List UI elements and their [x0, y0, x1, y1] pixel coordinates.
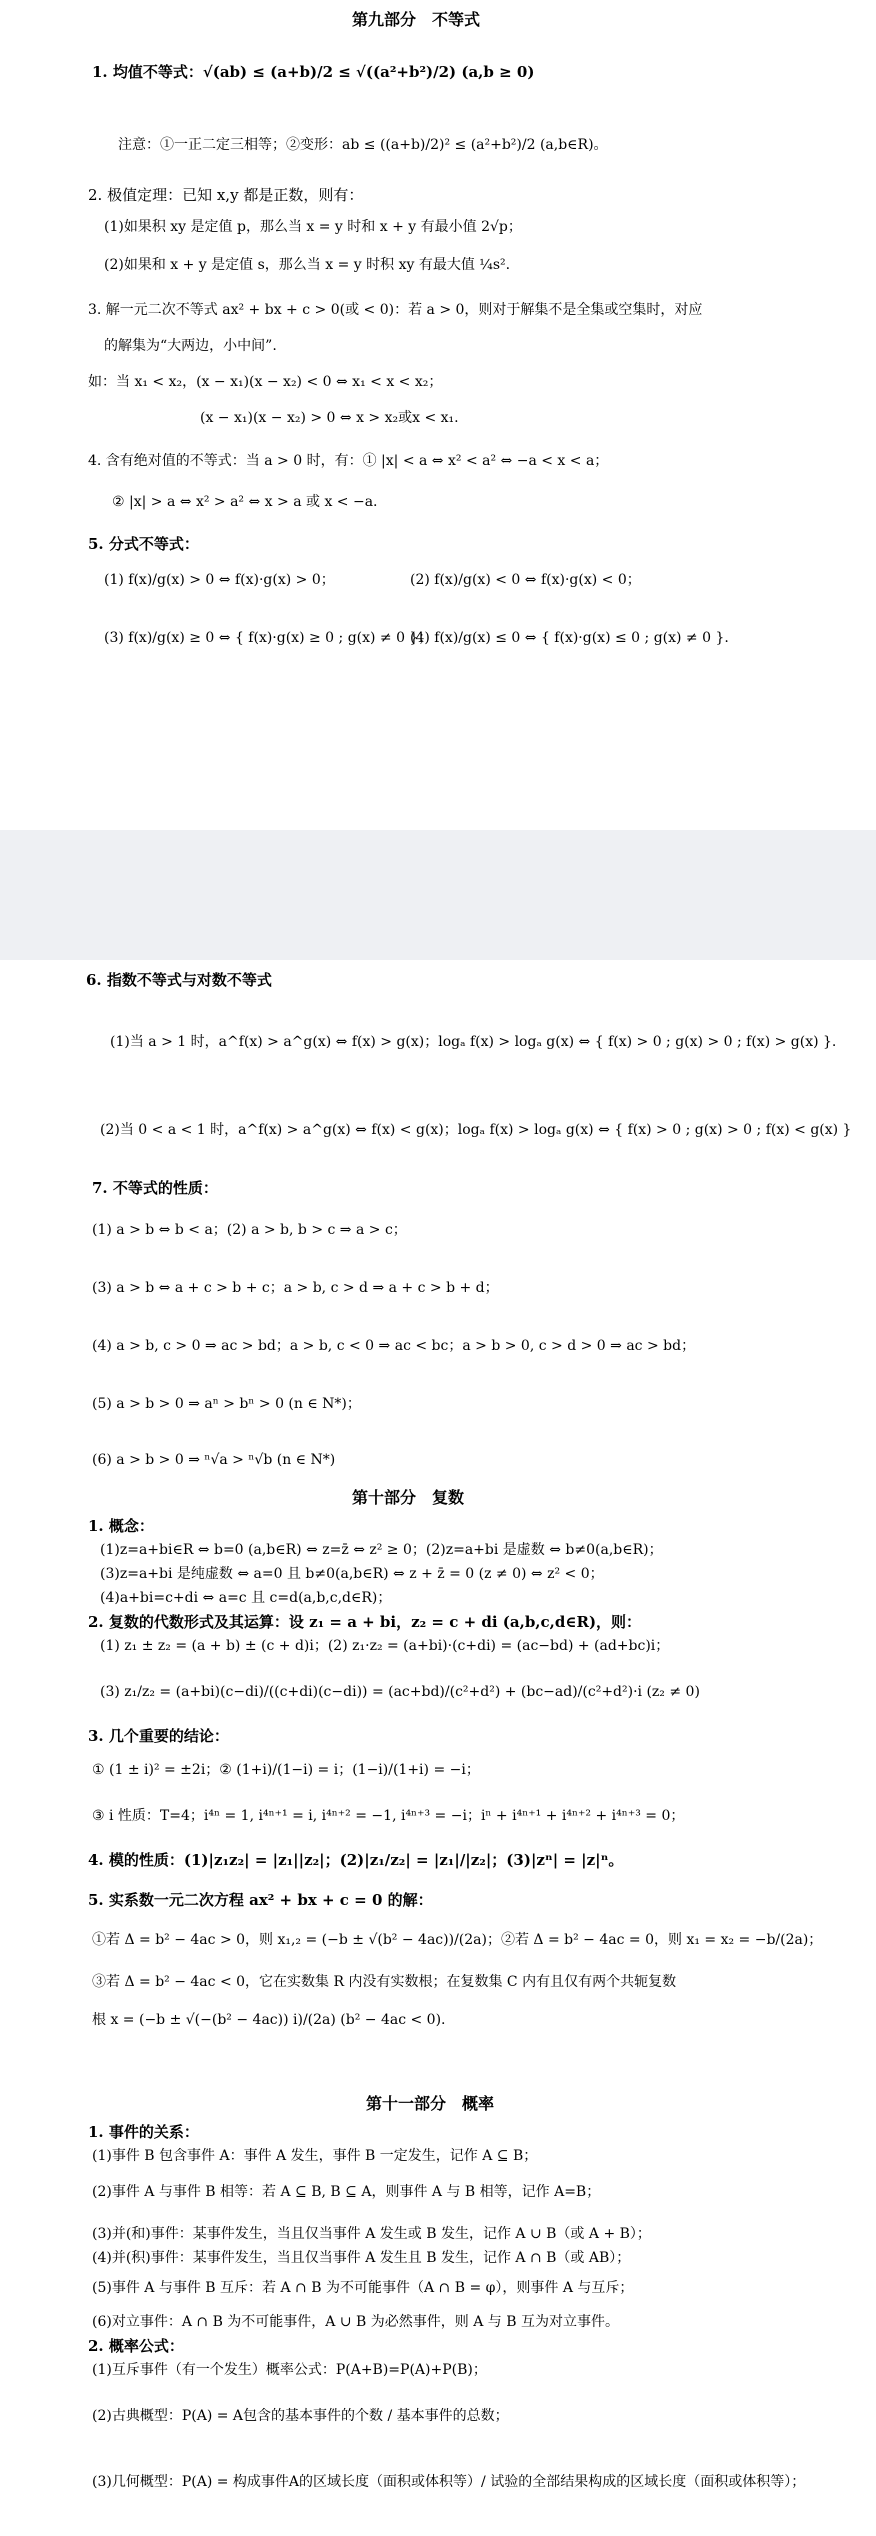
part9-line-11: ② |x| > a ⇔ x² > a² ⇔ x > a 或 x < −a. — [112, 494, 378, 510]
part11-line-7: (6)对立事件：A ∩ B 为不可能事件，A ∪ B 为必然事件，则 A 与 B 互为对立事件。 — [92, 2314, 619, 2330]
part9-line-14: (2) f(x)/g(x) < 0 ⇔ f(x)·g(x) < 0； — [410, 572, 641, 588]
part10-line-1: 1. 概念： — [88, 1517, 154, 1535]
part9-line-8: 如：当 x₁ < x₂，(x − x₁)(x − x₂) < 0 ⇔ x₁ < x < x₂； — [88, 374, 443, 390]
part9-line-2: 注意：①一正二定三相等；②变形：ab ≤ ((a+b)/2)² ≤ (a²+b²)/2 (a,b∈R)。 — [118, 137, 608, 153]
part9-line-6: 3. 解一元二次不等式 ax² + bx + c > 0(或 < 0)：若 a > 0，则对于解集不是全集或空集时，对应 — [88, 302, 703, 318]
part9-line-16: (4) f(x)/g(x) ≤ 0 ⇔ { f(x)·g(x) ≤ 0 ; g(x) ≠ 0 }. — [410, 630, 729, 646]
part9-line-9: (x − x₁)(x − x₂) > 0 ⇔ x > x₂或x < x₁. — [200, 410, 459, 426]
page-1 — [0, 0, 876, 830]
part10-line-4: (4)a+bi=c+di ⇔ a=c 且 c=d(a,b,c,d∈R)； — [100, 1590, 392, 1606]
part9b-line-3: (2)当 0 < a < 1 时，a^f(x) > a^g(x) ⇔ f(x) < g(x)；logₐ f(x) > logₐ g(x) ⇔ { f(x) > 0 ; g(x) > 0 ; f(x) < g(x) } — [100, 1122, 852, 1138]
part11-line-4: (3)并(和)事件：某事件发生，当且仅当事件 A 发生或 B 发生，记作 A ∪ B（或 A + B）； — [92, 2226, 651, 2242]
part11-line-10: (2)古典概型：P(A) = A包含的基本事件的个数 / 基本事件的总数； — [92, 2408, 509, 2424]
part9-line-7: 的解集为“大两边，小中间”. — [104, 338, 277, 354]
part11-line-1: 1. 事件的关系： — [88, 2123, 199, 2141]
part10-line-15: 根 x = (−b ± √(−(b² − 4ac)) i)/(2a) (b² − 4ac < 0). — [92, 2012, 446, 2028]
part11-title: 第十一部分 概率 — [366, 2094, 495, 2113]
part9-line-13: (1) f(x)/g(x) > 0 ⇔ f(x)·g(x) > 0； — [104, 572, 335, 588]
part11-line-2: (1)事件 B 包含事件 A：事件 A 发生，事件 B 一定发生，记作 A ⊆ B； — [92, 2148, 538, 2164]
part9-line-3: 2. 极值定理：已知 x,y 都是正数，则有： — [88, 186, 364, 204]
part9-line-5: (2)如果和 x + y 是定值 s，那么当 x = y 时积 xy 有最大值 ¼s². — [104, 257, 511, 273]
part11-line-3: (2)事件 A 与事件 B 相等：若 A ⊆ B, B ⊆ A，则事件 A 与 B 相等，记作 A=B； — [92, 2184, 601, 2200]
part9b-line-2: (1)当 a > 1 时，a^f(x) > a^g(x) ⇔ f(x) > g(x)；logₐ f(x) > logₐ g(x) ⇔ { f(x) > 0 ; g(x) > 0 ; f(x) > g(x) }. — [110, 1034, 837, 1050]
part9b-line-9: (6) a > b > 0 ⇒ ⁿ√a > ⁿ√b (n ∈ N*) — [92, 1452, 336, 1468]
part9-line-1: 1. 均值不等式：√(ab) ≤ (a+b)/2 ≤ √((a²+b²)/2) (a,b ≥ 0) — [92, 63, 535, 81]
part9-title: 第九部分 不等式 — [352, 10, 481, 29]
part9b-line-6: (3) a > b ⇔ a + c > b + c；a > b, c > d ⇒ a + c > b + d； — [92, 1280, 499, 1296]
page-2 — [0, 960, 876, 2536]
part11-line-6: (5)事件 A 与事件 B 互斥：若 A ∩ B 为不可能事件（A ∩ B = φ），则事件 A 与互斥； — [92, 2280, 634, 2296]
part9-line-12: 5. 分式不等式： — [88, 535, 199, 553]
part9-line-4: (1)如果积 xy 是定值 p，那么当 x = y 时和 x + y 有最小值 2√p； — [104, 219, 522, 235]
part9b-line-7: (4) a > b, c > 0 ⇒ ac > bd；a > b, c < 0 ⇒ ac < bc；a > b > 0, c > d > 0 ⇒ ac > bd； — [92, 1338, 696, 1354]
part10-line-3: (3)z=a+bi 是纯虚数 ⇔ a=0 且 b≠0(a,b∈R) ⇔ z + z̄ = 0 (z ≠ 0) ⇔ z² < 0； — [100, 1566, 604, 1582]
part9-line-15: (3) f(x)/g(x) ≥ 0 ⇔ { f(x)·g(x) ≥ 0 ; g(x) ≠ 0 }； — [104, 630, 433, 646]
part10-line-8: 3. 几个重要的结论： — [88, 1727, 229, 1745]
part10-line-2: (1)z=a+bi∈R ⇔ b=0 (a,b∈R) ⇔ z=z̄ ⇔ z² ≥ 0；(2)z=a+bi 是虚数 ⇔ b≠0(a,b∈R)； — [100, 1542, 663, 1558]
part9b-line-4: 7. 不等式的性质： — [92, 1179, 218, 1197]
part10-title: 第十部分 复数 — [352, 1488, 465, 1507]
part11-line-8: 2. 概率公式： — [88, 2337, 184, 2355]
part10-line-13: ①若 Δ = b² − 4ac > 0，则 x₁,₂ = (−b ± √(b² − 4ac))/(2a)；②若 Δ = b² − 4ac = 0，则 x₁ = x₂ = −b/(2a)； — [92, 1932, 823, 1948]
part9-line-10: 4. 含有绝对值的不等式：当 a > 0 时，有：① |x| < a ⇔ x² < a² ⇔ −a < x < a； — [88, 453, 609, 469]
part11-line-9: (1)互斥事件（有一个发生）概率公式：P(A+B)=P(A)+P(B)； — [92, 2362, 487, 2378]
part10-line-5: 2. 复数的代数形式及其运算：设 z₁ = a + bi，z₂ = c + di (a,b,c,d∈R)，则： — [88, 1613, 642, 1631]
part11-line-5: (4)并(积)事件：某事件发生，当且仅当事件 A 发生且 B 发生，记作 A ∩ B（或 AB）； — [92, 2250, 631, 2266]
part9b-line-8: (5) a > b > 0 ⇒ aⁿ > bⁿ > 0 (n ∈ N*)； — [92, 1396, 361, 1412]
part9b-line-1: 6. 指数不等式与对数不等式 — [86, 971, 272, 989]
part10-line-12: 5. 实系数一元二次方程 ax² + bx + c = 0 的解： — [88, 1891, 433, 1909]
part10-line-11: 4. 模的性质：(1)|z₁z₂| = |z₁||z₂|；(2)|z₁/z₂| = |z₁|/|z₂|；(3)|zⁿ| = |z|ⁿ。 — [88, 1851, 624, 1869]
part9b-line-5: (1) a > b ⇔ b < a；(2) a > b, b > c ⇒ a > c； — [92, 1222, 407, 1238]
part10-line-6: (1) z₁ ± z₂ = (a + b) ± (c + d)i；(2) z₁·z₂ = (a+bi)·(c+di) = (ac−bd) + (ad+bc)i； — [100, 1638, 670, 1654]
part10-line-9: ① (1 ± i)² = ±2i；② (1+i)/(1−i) = i；(1−i)/(1+i) = −i； — [92, 1762, 480, 1778]
page-gap — [0, 830, 876, 960]
part10-line-7: (3) z₁/z₂ = (a+bi)(c−di)/((c+di)(c−di)) = (ac+bd)/(c²+d²) + (bc−ad)/(c²+d²)·i (z₂ ≠ 0) — [100, 1684, 700, 1700]
part10-line-10: ③ i 性质：T=4；i⁴ⁿ = 1, i⁴ⁿ⁺¹ = i, i⁴ⁿ⁺² = −1, i⁴ⁿ⁺³ = −i；iⁿ + i⁴ⁿ⁺¹ + i⁴ⁿ⁺² + i⁴ⁿ⁺³ = 0； — [92, 1808, 685, 1824]
part10-line-14: ③若 Δ = b² − 4ac < 0，它在实数集 R 内没有实数根；在复数集 C 内有且仅有两个共轭复数 — [92, 1974, 677, 1990]
part11-line-11: (3)几何概型：P(A) = 构成事件A的区域长度（面积或体积等）/ 试验的全部结果构成的区域长度（面积或体积等）； — [92, 2474, 806, 2490]
